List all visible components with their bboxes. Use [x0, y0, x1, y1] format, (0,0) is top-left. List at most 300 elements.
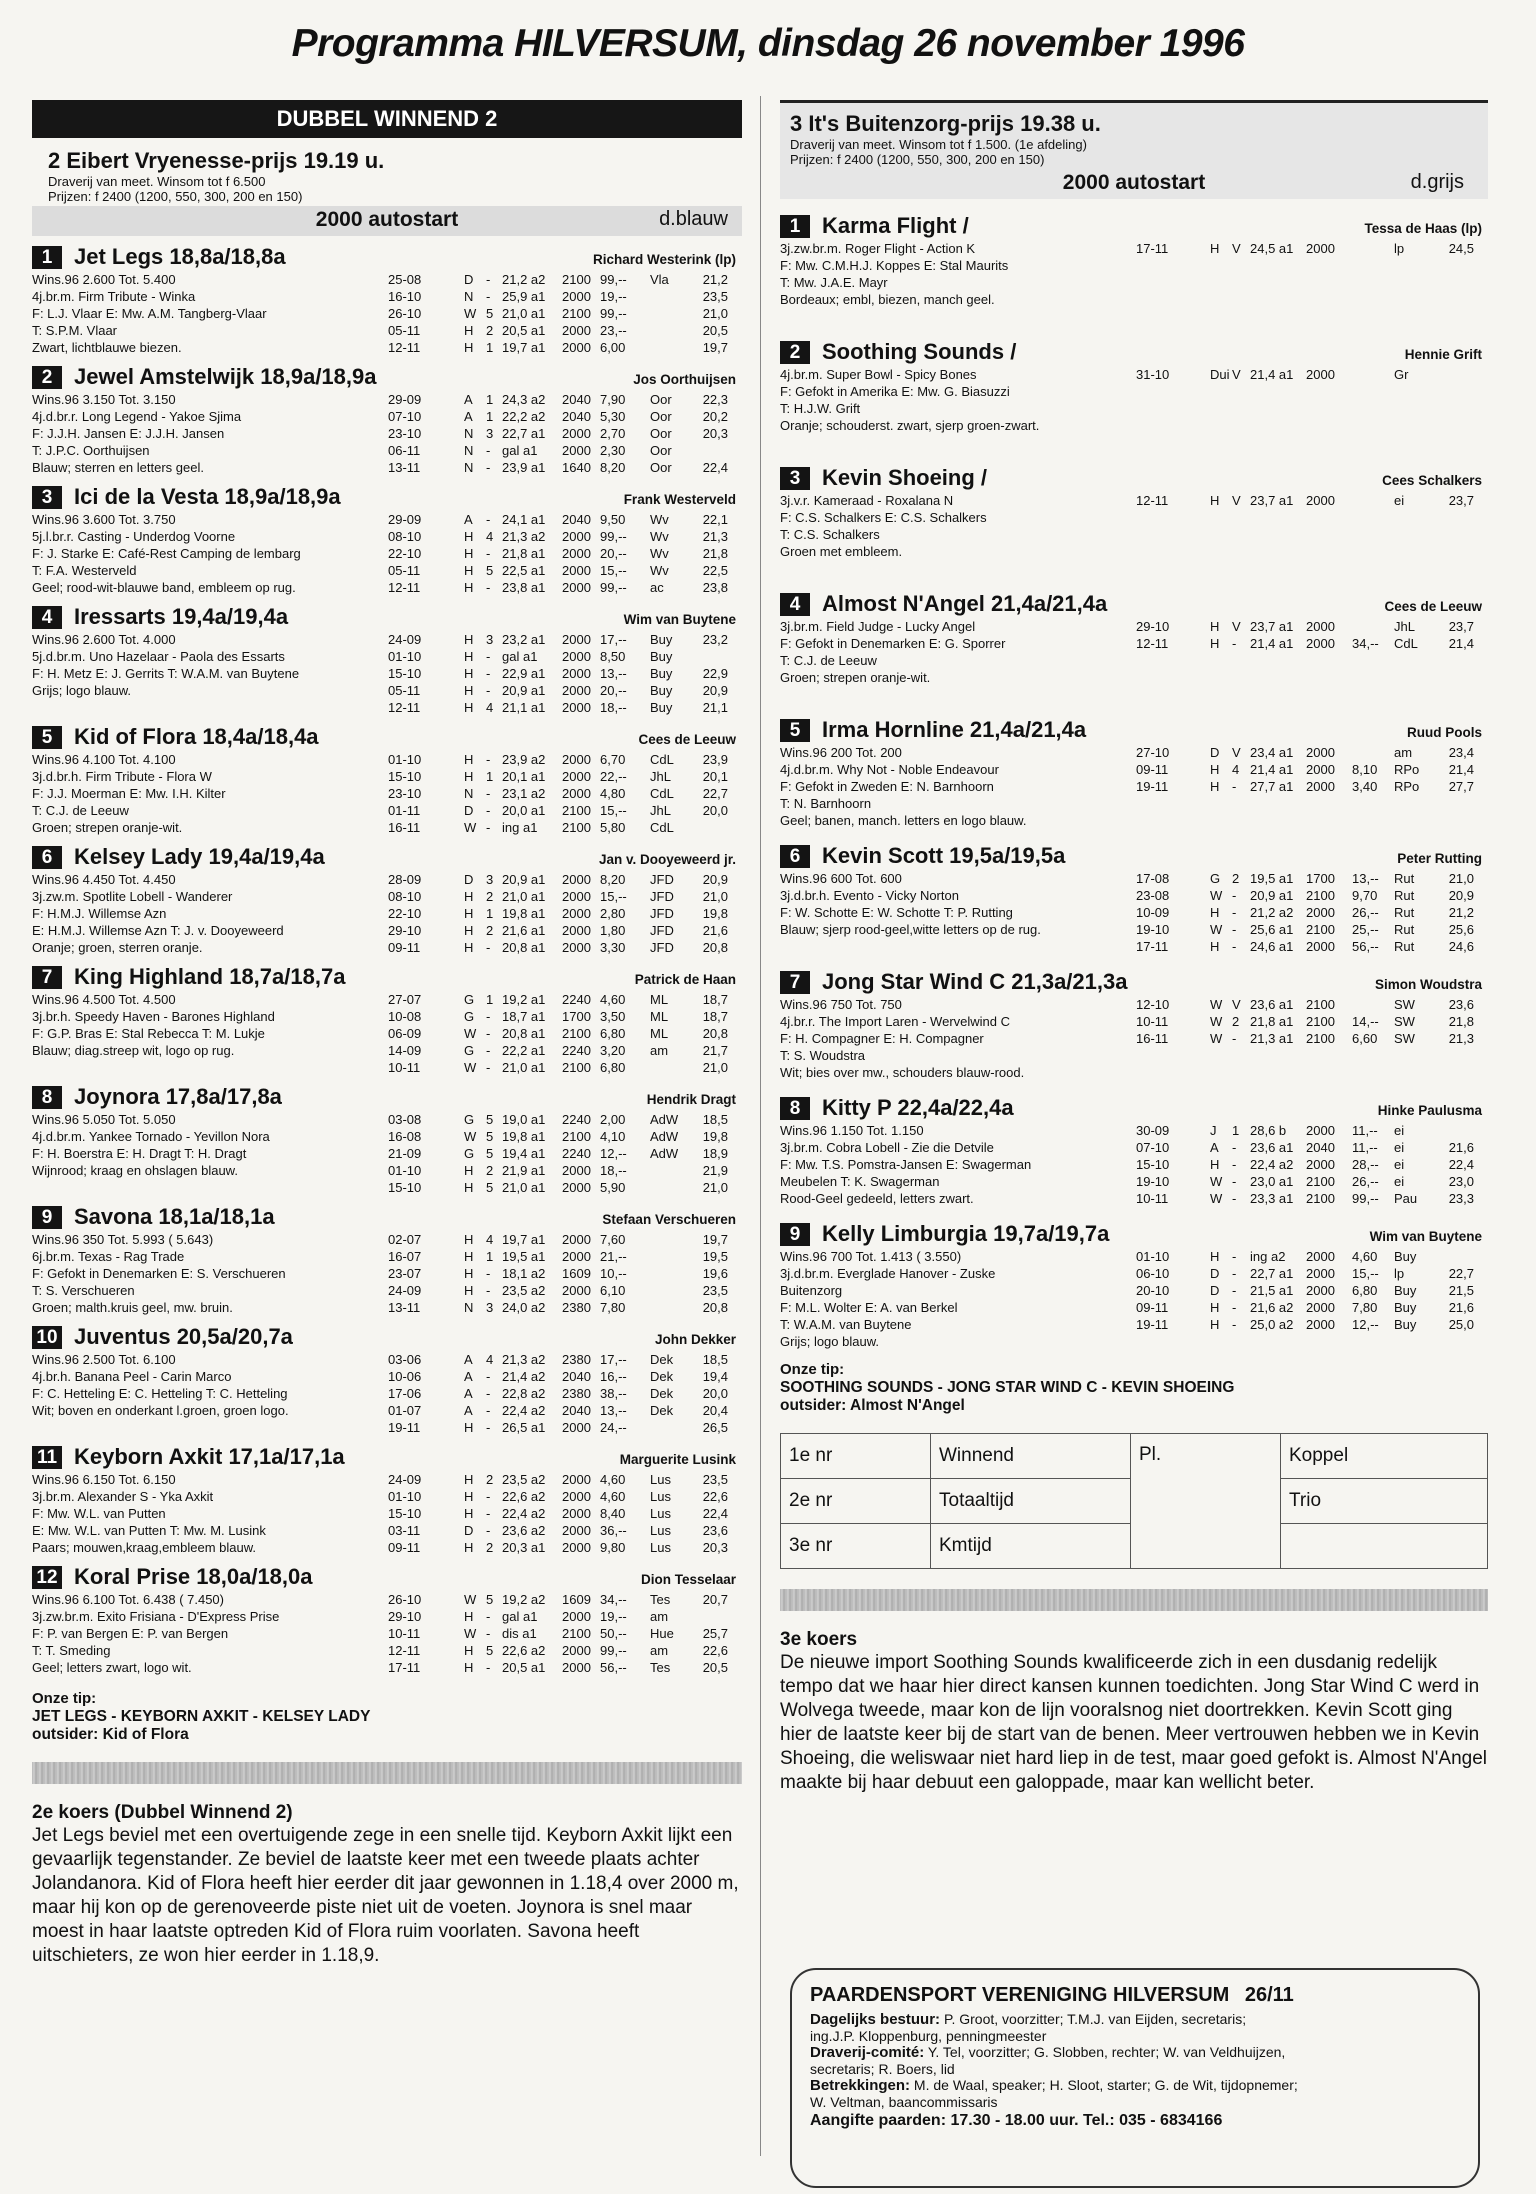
form-cell: 2,80 [600, 906, 626, 921]
horse-header [32, 964, 742, 991]
form-cell: 2 [486, 923, 494, 938]
form-cell: 2 [1232, 1014, 1240, 1029]
form-cell: 06-10 [1136, 1266, 1170, 1281]
horse-header [780, 465, 1488, 492]
result-table [780, 1433, 1488, 1569]
form-cell: 2000 [562, 889, 591, 904]
form-cell: H [464, 683, 474, 698]
form-cell: 12-11 [388, 700, 421, 715]
form-cell: N [464, 289, 474, 304]
form-cell: 2240 [562, 1043, 591, 1058]
form-cell: 2000 [1306, 619, 1335, 634]
form-cell: 7,60 [600, 1232, 626, 1247]
form-row [388, 785, 728, 802]
form-cell: 21,5 a1 [1250, 1283, 1294, 1298]
form-cell: 24,0 a2 [502, 1300, 546, 1315]
info-line: F: Gefokt in Amerika E: Mw. G. Biasuzzi [780, 384, 1010, 399]
form-cell: 2000 [562, 546, 591, 561]
form-cell: 07-10 [1136, 1140, 1170, 1155]
info-line: 3j.br.m. Alexander S - Yka Axkit [32, 1489, 214, 1504]
form-row [388, 442, 728, 459]
form-cell: 23,4 [1448, 745, 1474, 760]
form-cell: H [464, 666, 474, 681]
form-cell: Buy [1394, 1317, 1417, 1332]
horse-name: Almost N'Angel 21,4a/21,4a [822, 591, 1108, 616]
form-cell: 23,7 a1 [1250, 493, 1294, 508]
form-cell: 21,9 a1 [502, 1163, 546, 1178]
info-line: F: G.P. Bras E: Stal Rebecca T: M. Lukje [32, 1026, 265, 1041]
form-cell: 21,4 a2 [502, 1369, 546, 1384]
form-cell: H [1210, 1300, 1220, 1315]
horse-info [32, 751, 422, 836]
form-cell: 34,-- [600, 1592, 627, 1607]
form-row [1136, 887, 1474, 904]
info-line: Oranje; groen, sterren oranje. [32, 940, 203, 955]
horse-name: Jewel Amstelwijk 18,9a/18,9a [74, 364, 377, 389]
info-line: F: Gefokt in Denemarken E: G. Sporrer [780, 636, 1006, 651]
form-cell: H [464, 1643, 474, 1658]
board-label: Dagelijks bestuur: [810, 2011, 941, 2028]
form-cell: 21,4 [1448, 762, 1474, 777]
form-cell: RPo [1394, 779, 1420, 794]
result-cell[interactable]: Koppel [1281, 1434, 1488, 1479]
form-cell: 06-09 [388, 1026, 422, 1041]
horse-entry [780, 969, 1488, 1095]
form-cell: 2 [486, 1472, 494, 1487]
form-cell: 2000 [1306, 939, 1335, 954]
form-cell: 20,0 [702, 803, 728, 818]
start-number: 7 [32, 966, 62, 989]
info-line: Groen; strepen oranje-wit. [32, 820, 183, 835]
driver-name: Cees Schalkers [1382, 473, 1482, 488]
start-number: 3 [780, 467, 810, 490]
info-line: F: C. Hetteling E: C. Hetteling T: C. Hetteling [32, 1386, 288, 1401]
horse-info [780, 996, 1170, 1081]
form-cell: H [464, 700, 474, 715]
form-row [1136, 366, 1474, 383]
form-cell: 2000 [1306, 1317, 1335, 1332]
form-cell: 21,6 [702, 923, 728, 938]
horse-info [32, 271, 422, 356]
form-cell: 18,7 a1 [502, 1009, 546, 1024]
form-cell: 01-10 [1136, 1249, 1170, 1264]
horse-header [32, 484, 742, 511]
info-line: 3j.zw.br.m. Roger Flight - Action K [780, 241, 976, 256]
form-cell: 31-10 [1136, 367, 1170, 382]
form-cell: 22,7 a1 [1250, 1266, 1294, 1281]
form-cell: 22,9 [702, 666, 728, 681]
horse-name: Irma Hornline 21,4a/21,4a [822, 717, 1087, 742]
form-cell: 23,4 a1 [1250, 745, 1294, 760]
form-cell: 06-11 [388, 443, 421, 458]
form-cell: - [486, 512, 491, 527]
horse-details [780, 366, 1488, 434]
horse-entry [32, 1564, 742, 1676]
form-cell: - [486, 1403, 491, 1418]
result-cell[interactable]: 3e nr [781, 1524, 931, 1569]
form-cell: 2100 [562, 1060, 591, 1075]
info-line: T: H.J.W. Grift [780, 401, 861, 416]
horse-entry [780, 1095, 1488, 1221]
form-cell: - [486, 649, 491, 664]
form-cell: 02-07 [388, 1232, 422, 1247]
form-cell: 28,6 b [1250, 1123, 1287, 1138]
form-cell: 29-09 [388, 392, 422, 407]
horse-entry [32, 724, 742, 836]
race-prizes: Prijzen: f 2400 (1200, 550, 300, 200 en 150) [48, 189, 303, 204]
form-cell: - [486, 683, 491, 698]
horse-name: Kelsey Lady 19,4a/19,4a [74, 844, 325, 869]
form-cell: 24,5 a1 [1250, 241, 1294, 256]
form-cell: - [1232, 939, 1237, 954]
horse-entry [32, 1204, 742, 1316]
form-cell: 10-06 [388, 1369, 422, 1384]
horse-name: Juventus 20,5a/20,7a [74, 1324, 293, 1349]
form-cell: 29-10 [388, 923, 422, 938]
form-cell: Dek [650, 1352, 674, 1367]
form-row [1136, 618, 1474, 635]
info-line: F: J.J. Moerman E: Mw. I.H. Kilter [32, 786, 226, 801]
info-line: Blauw; sterren en letters geel. [32, 460, 204, 475]
info-line: 3j.br.h. Speedy Haven - Barones Highland [32, 1009, 275, 1024]
form-cell: - [1232, 779, 1237, 794]
form-cell: H [464, 923, 474, 938]
comment-title: 3e koers [780, 1629, 858, 1650]
horse-entry [32, 484, 742, 596]
result-cell[interactable]: 1e nr [781, 1434, 931, 1479]
form-cell: W [464, 1592, 477, 1607]
form-cell: 20,4 [702, 1403, 728, 1418]
form-cell: 19,0 a1 [502, 1112, 546, 1127]
form-cell: 18,5 [702, 1352, 728, 1367]
driver-name: Cees de Leeuw [1384, 599, 1482, 614]
info-line: Wins.96 600 Tot. 600 [780, 871, 902, 886]
form-cell: 12,-- [600, 1146, 627, 1161]
column-divider [760, 96, 761, 2156]
form-row [388, 425, 728, 442]
horse-header [32, 724, 742, 751]
form-cell: 18,-- [600, 700, 627, 715]
form-cell: W [464, 820, 477, 835]
form-cell: 26,-- [1352, 905, 1379, 920]
start-line [32, 206, 742, 236]
form-row [1136, 1190, 1474, 1207]
form-cell: 24,6 a1 [1250, 939, 1294, 954]
form-cell: 17,-- [600, 632, 627, 647]
info-line: Groen; strepen oranje-wit. [780, 670, 931, 685]
form-row [388, 1608, 728, 1625]
form-cell: dis a1 [502, 1626, 537, 1641]
form-cell: 23,7 [1448, 619, 1474, 634]
form-cell: 2100 [562, 1026, 591, 1041]
form-cell: - [1232, 1283, 1237, 1298]
horse-entry [780, 465, 1488, 591]
form-cell: 23,0 a1 [1250, 1174, 1294, 1189]
form-cell: 20,1 [702, 769, 728, 784]
form-cell: 20,5 a1 [502, 323, 546, 338]
driver-name: Dion Tesselaar [640, 1572, 736, 1587]
form-cell: 21,3 a2 [502, 529, 546, 544]
result-cell[interactable]: 2e nr [781, 1479, 931, 1524]
form-cell: 22,4 a2 [502, 1506, 546, 1521]
form-cell: 5 [486, 1129, 494, 1144]
form-cell: 10-11 [1136, 1191, 1169, 1206]
form-cell: am [650, 1609, 669, 1624]
horse-name: Ici de la Vesta 18,9a/18,9a [74, 484, 341, 509]
form-cell: 22,7 [702, 786, 728, 801]
form-cell: A [464, 409, 473, 424]
race-2-header [32, 148, 742, 204]
form-cell: 20,8 [702, 1300, 728, 1315]
start-number: 9 [32, 1206, 62, 1229]
form-cell: 2000 [562, 1283, 591, 1298]
comment-title: 2e koers (Dubbel Winnend 2) [32, 1802, 293, 1823]
result-cell[interactable]: Pl. [1131, 1434, 1281, 1569]
form-cell: 38,-- [600, 1386, 627, 1401]
form-cell: - [1232, 1140, 1237, 1155]
form-row [1136, 1139, 1474, 1156]
form-table [1136, 366, 1474, 383]
form-cell: 22,7 a1 [502, 426, 546, 441]
form-cell: 13,-- [1352, 871, 1379, 886]
form-cell: 4,80 [600, 786, 626, 801]
form-cell: H [464, 1660, 474, 1675]
horse-entry [32, 1324, 742, 1436]
form-cell: 1700 [1306, 871, 1335, 886]
form-cell: 8,10 [1352, 762, 1378, 777]
form-cell: 2040 [562, 409, 591, 424]
form-cell: 23-10 [388, 426, 422, 441]
form-table [1136, 744, 1474, 795]
form-cell: 01-10 [388, 1163, 422, 1178]
form-cell: N [464, 1300, 474, 1315]
form-row [388, 1488, 728, 1505]
form-cell: 4 [486, 529, 494, 544]
form-table [1136, 870, 1474, 955]
start-number: 2 [32, 366, 62, 389]
form-row [388, 1145, 728, 1162]
form-cell: 05-11 [388, 563, 421, 578]
form-cell: ei [1394, 1123, 1405, 1138]
form-cell: 11,-- [1352, 1123, 1378, 1138]
form-cell: 09-11 [388, 940, 421, 955]
form-cell: 4,60 [600, 1472, 626, 1487]
form-row [388, 1008, 728, 1025]
form-row [388, 1385, 728, 1402]
form-cell: 6,10 [600, 1283, 626, 1298]
start-number: 11 [32, 1446, 62, 1469]
info-line: F: M.L. Wolter E: A. van Berkel [780, 1300, 958, 1315]
form-cell: 25,0 a2 [1250, 1317, 1294, 1332]
info-line: T: F.A. Westerveld [32, 563, 137, 578]
form-cell: 2000 [562, 752, 591, 767]
form-table [388, 1231, 728, 1316]
start-number: 10 [32, 1326, 62, 1349]
form-cell: - [486, 272, 491, 287]
form-cell: - [486, 1609, 491, 1624]
form-cell: 20,5 a1 [502, 1660, 546, 1675]
form-cell: ac [650, 580, 664, 595]
form-cell: 19-11 [1136, 779, 1169, 794]
form-cell: Buy [650, 649, 673, 664]
horse-entry [32, 244, 742, 356]
form-cell: 2000 [562, 340, 591, 355]
form-cell: Rut [1394, 939, 1415, 954]
form-cell: D [1210, 1283, 1220, 1298]
form-cell: 2000 [562, 1180, 591, 1195]
start-number: 7 [780, 971, 810, 994]
info-line: 3j.zw.m. Spotlite Lobell - Wanderer [32, 889, 233, 904]
form-cell: 1 [486, 340, 494, 355]
form-cell: 6,70 [600, 752, 626, 767]
form-cell: 20,3 a1 [502, 1540, 546, 1555]
form-cell: 2040 [1306, 1140, 1335, 1155]
driver-name: John Dekker [654, 1332, 736, 1347]
form-cell: 5 [486, 1643, 494, 1658]
info-line: 4j.br.m. Firm Tribute - Winka [32, 289, 196, 304]
form-cell: JFD [650, 906, 674, 921]
info-line: T: C.J. de Leeuw [780, 653, 877, 668]
race-banner: DUBBEL WINNEND 2 [32, 100, 742, 138]
form-cell: W [464, 1626, 477, 1641]
form-cell: 19-10 [1136, 922, 1170, 937]
form-cell: 16-10 [388, 289, 422, 304]
form-cell: 22,4 [702, 1506, 728, 1521]
form-cell: 2000 [562, 632, 591, 647]
form-row [388, 665, 728, 682]
form-cell: W [1210, 997, 1223, 1012]
form-cell: 2,30 [600, 443, 626, 458]
form-cell: N [464, 443, 474, 458]
form-cell: - [1232, 888, 1237, 903]
result-cell[interactable]: Winnend [931, 1434, 1131, 1479]
form-cell: H [464, 1232, 474, 1247]
result-cell[interactable] [1281, 1524, 1488, 1569]
form-cell: 2000 [562, 906, 591, 921]
horse-details [780, 996, 1488, 1081]
form-cell: H [464, 580, 474, 595]
form-cell: 2100 [1306, 1031, 1335, 1046]
form-cell: 16-11 [388, 820, 421, 835]
form-cell: A [464, 1369, 473, 1384]
form-cell: - [1232, 1300, 1237, 1315]
form-cell: 23,3 [1448, 1191, 1474, 1206]
form-cell: 6,80 [600, 1060, 626, 1075]
form-cell: 22,4 a2 [502, 1403, 546, 1418]
form-row [1136, 492, 1474, 509]
info-line: F: J. Starke E: Café-Rest Camping de lembarg [32, 546, 301, 561]
form-cell: 2000 [1306, 493, 1335, 508]
form-cell: 21,0 a1 [502, 1060, 546, 1075]
form-cell: 12,-- [1352, 1317, 1379, 1332]
form-cell: 1 [486, 992, 494, 1007]
horse-name: Kelly Limburgia 19,7a/19,7a [822, 1221, 1110, 1246]
form-cell: 23,-- [600, 323, 627, 338]
form-row [1136, 996, 1474, 1013]
form-cell: 27-07 [388, 992, 422, 1007]
form-cell: Buy [650, 666, 673, 681]
tip-outsider: outsider: Almost N'Angel [780, 1397, 965, 1414]
form-cell: 25,-- [1352, 922, 1379, 937]
tip-label: Onze tip: [32, 1690, 97, 1707]
form-cell: 2040 [562, 1369, 591, 1384]
form-cell: A [464, 1403, 473, 1418]
horse-name: Iressarts 19,4a/19,4a [74, 604, 289, 629]
form-cell: Dek [650, 1403, 674, 1418]
form-cell: 21,6 [1448, 1300, 1474, 1315]
form-cell: SW [1394, 997, 1415, 1012]
form-cell: 23,8 a1 [502, 580, 546, 595]
form-cell: 2 [486, 1163, 494, 1178]
info-line: 3j.d.br.m. Everglade Hanover - Zuske [780, 1266, 996, 1281]
form-row [388, 1351, 728, 1368]
horse-info [32, 631, 422, 699]
form-cell: 99,-- [1352, 1191, 1379, 1206]
info-line: 3j.d.br.h. Evento - Vicky Norton [780, 888, 959, 903]
form-cell: W [464, 1060, 477, 1075]
form-table [388, 1351, 728, 1436]
info-line: Groen; malth.kruis geel, mw. bruin. [32, 1300, 233, 1315]
tip-outsider: outsider: Kid of Flora [32, 1726, 189, 1743]
form-cell: 20,9 a1 [1250, 888, 1294, 903]
form-cell: 28,-- [1352, 1157, 1379, 1172]
form-cell: Hue [650, 1626, 674, 1641]
form-cell: - [486, 289, 491, 304]
form-cell: 26,5 [702, 1420, 728, 1435]
form-cell: 16-07 [388, 1249, 422, 1264]
form-table [388, 1471, 728, 1556]
form-row [388, 1471, 728, 1488]
form-row [388, 1162, 728, 1179]
form-cell: H [464, 752, 474, 767]
result-cell[interactable]: Totaaltijd [931, 1479, 1131, 1524]
form-cell: - [486, 1266, 491, 1281]
form-cell: 25,6 a1 [1250, 922, 1294, 937]
form-row [388, 1282, 728, 1299]
form-cell: G [464, 1146, 475, 1161]
horse-details [32, 1471, 742, 1556]
form-cell: 23,2 a1 [502, 632, 546, 647]
form-cell: 18,-- [600, 1163, 627, 1178]
form-cell: - [486, 752, 491, 767]
info-line: Zwart, lichtblauwe biezen. [32, 340, 182, 355]
horse-entry [780, 591, 1488, 717]
form-cell: Rut [1394, 922, 1415, 937]
start-number: 6 [32, 846, 62, 869]
result-cell[interactable]: Trio [1281, 1479, 1488, 1524]
form-cell: 07-10 [388, 409, 422, 424]
form-cell: A [464, 512, 473, 527]
form-cell: 8,50 [600, 649, 626, 664]
form-cell: - [486, 786, 491, 801]
result-cell[interactable]: Kmtijd [931, 1524, 1131, 1569]
form-cell: 19,-- [600, 289, 627, 304]
form-row [1136, 1030, 1474, 1047]
form-cell: 09-11 [1136, 762, 1169, 777]
form-cell: V [1232, 367, 1241, 382]
form-row [388, 1402, 728, 1419]
form-cell: 19,5 a1 [502, 1249, 546, 1264]
form-cell: W [1210, 1031, 1223, 1046]
form-cell: H [464, 1420, 474, 1435]
form-cell: 19,7 a1 [502, 340, 546, 355]
form-cell: 4 [486, 700, 494, 715]
form-cell: 17-08 [1136, 871, 1170, 886]
form-cell: 01-07 [388, 1403, 422, 1418]
horse-entry [780, 339, 1488, 465]
horse-details [32, 991, 742, 1076]
info-line: 4j.d.br.m. Why Not - Noble Endeavour [780, 762, 999, 777]
